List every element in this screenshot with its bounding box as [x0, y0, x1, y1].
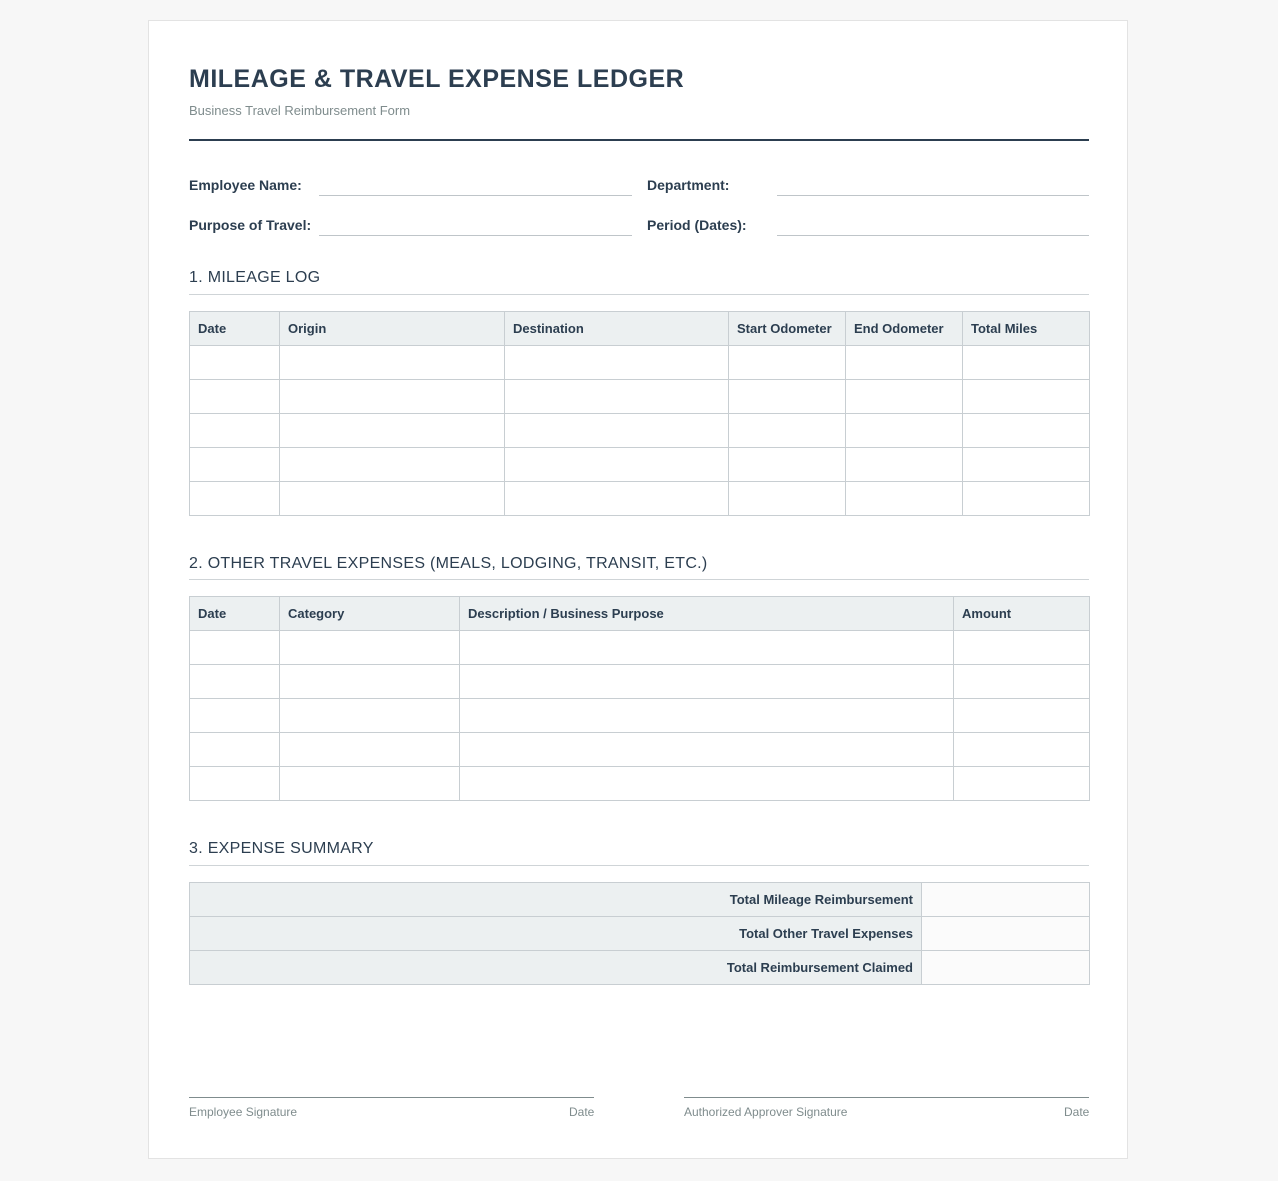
- summary-row-other: [190, 917, 1090, 951]
- table-cell[interactable]: [729, 414, 846, 448]
- employee-signature-label: Employee Signature: [189, 1105, 298, 1119]
- summary-table: [189, 882, 1090, 985]
- table-cell[interactable]: [963, 448, 1090, 482]
- table-cell[interactable]: [190, 380, 280, 414]
- table-row: [190, 346, 1090, 380]
- summary-value-field[interactable]: [922, 883, 1090, 917]
- summary-value-field[interactable]: [922, 951, 1090, 985]
- expenses-section-rule: [189, 579, 1089, 580]
- table-cell[interactable]: [190, 665, 280, 699]
- table-cell[interactable]: [280, 482, 505, 516]
- summary-section-rule: [189, 865, 1089, 866]
- table-cell[interactable]: [280, 631, 460, 665]
- table-cell[interactable]: [963, 346, 1090, 380]
- table-row: [190, 665, 1090, 699]
- table-cell[interactable]: [954, 631, 1090, 665]
- table-cell[interactable]: [505, 414, 729, 448]
- table-cell[interactable]: [190, 631, 280, 665]
- summary-row-total: [190, 951, 1090, 985]
- table-cell[interactable]: [280, 767, 460, 801]
- table-cell[interactable]: [190, 346, 280, 380]
- expenses-section-title: 2. OTHER TRAVEL EXPENSES (MEALS, LODGING, TRANSIT, ETC.): [189, 555, 708, 572]
- mileage-col-total-miles: Total Miles: [963, 312, 1090, 346]
- table-cell[interactable]: [280, 346, 505, 380]
- table-cell[interactable]: [729, 346, 846, 380]
- table-cell[interactable]: [846, 448, 963, 482]
- summary-row-mileage: [190, 883, 1090, 917]
- table-cell[interactable]: [846, 482, 963, 516]
- approver-signature-date-label: Date: [1064, 1105, 1090, 1119]
- table-cell[interactable]: [460, 767, 954, 801]
- approver-signature-line[interactable]: [684, 1097, 1089, 1098]
- table-cell[interactable]: [729, 482, 846, 516]
- summary-label: Total Mileage Reimbursement: [190, 883, 922, 917]
- approver-signature-label: Authorized Approver Signature: [684, 1105, 848, 1119]
- table-cell[interactable]: [505, 380, 729, 414]
- period-field[interactable]: [777, 235, 1089, 236]
- table-row: [190, 482, 1090, 516]
- mileage-col-start-odometer: Start Odometer: [729, 312, 846, 346]
- table-row: [190, 380, 1090, 414]
- title-divider: [189, 139, 1089, 141]
- expenses-col-description: Description / Business Purpose: [460, 597, 954, 631]
- table-cell[interactable]: [190, 733, 280, 767]
- table-row: [190, 767, 1090, 801]
- table-cell[interactable]: [190, 414, 280, 448]
- mileage-col-destination: Destination: [505, 312, 729, 346]
- purpose-field[interactable]: [319, 235, 632, 236]
- table-cell[interactable]: [190, 482, 280, 516]
- expenses-table: [189, 596, 1090, 801]
- expenses-col-amount: Amount: [954, 597, 1090, 631]
- table-cell[interactable]: [954, 699, 1090, 733]
- table-cell[interactable]: [190, 767, 280, 801]
- expenses-col-category: Category: [280, 597, 460, 631]
- expenses-col-date: Date: [190, 597, 280, 631]
- table-cell[interactable]: [280, 665, 460, 699]
- table-cell[interactable]: [729, 380, 846, 414]
- table-cell[interactable]: [280, 380, 505, 414]
- mileage-table: [189, 311, 1090, 516]
- table-row: [190, 448, 1090, 482]
- mileage-section-rule: [189, 294, 1089, 295]
- table-cell[interactable]: [280, 733, 460, 767]
- employee-name-label: Employee Name:: [189, 177, 302, 193]
- table-cell[interactable]: [460, 631, 954, 665]
- table-cell[interactable]: [846, 414, 963, 448]
- mileage-section-title: 1. MILEAGE LOG: [189, 269, 321, 286]
- table-cell[interactable]: [460, 699, 954, 733]
- form-page: [148, 20, 1128, 1159]
- table-cell[interactable]: [280, 414, 505, 448]
- table-row: [190, 733, 1090, 767]
- table-cell[interactable]: [280, 448, 505, 482]
- table-row: [190, 699, 1090, 733]
- employee-signature-date-label: Date: [569, 1105, 595, 1119]
- period-label: Period (Dates):: [647, 217, 747, 233]
- employee-signature-line[interactable]: [189, 1097, 594, 1098]
- table-cell[interactable]: [280, 699, 460, 733]
- table-cell[interactable]: [505, 346, 729, 380]
- table-cell[interactable]: [190, 448, 280, 482]
- table-row: [190, 414, 1090, 448]
- summary-label: Total Other Travel Expenses: [190, 917, 922, 951]
- form-subtitle: Business Travel Reimbursement Form: [189, 103, 411, 118]
- table-cell[interactable]: [460, 733, 954, 767]
- table-cell[interactable]: [190, 699, 280, 733]
- mileage-col-date: Date: [190, 312, 280, 346]
- table-cell[interactable]: [729, 448, 846, 482]
- summary-value-field[interactable]: [922, 917, 1090, 951]
- mileage-col-end-odometer: End Odometer: [846, 312, 963, 346]
- table-cell[interactable]: [963, 414, 1090, 448]
- mileage-header-row: [190, 312, 1090, 346]
- summary-section-title: 3. EXPENSE SUMMARY: [189, 840, 374, 857]
- purpose-label: Purpose of Travel:: [189, 217, 312, 233]
- table-cell[interactable]: [505, 482, 729, 516]
- summary-label: Total Reimbursement Claimed: [190, 951, 922, 985]
- table-cell[interactable]: [460, 665, 954, 699]
- table-cell[interactable]: [505, 448, 729, 482]
- table-cell[interactable]: [846, 380, 963, 414]
- table-cell[interactable]: [954, 733, 1090, 767]
- table-cell[interactable]: [963, 482, 1090, 516]
- mileage-col-origin: Origin: [280, 312, 505, 346]
- department-field[interactable]: [777, 195, 1089, 196]
- table-row: [190, 631, 1090, 665]
- table-cell[interactable]: [954, 665, 1090, 699]
- employee-name-field[interactable]: [319, 195, 632, 196]
- table-cell[interactable]: [846, 346, 963, 380]
- expenses-header-row: [190, 597, 1090, 631]
- table-cell[interactable]: [954, 767, 1090, 801]
- table-cell[interactable]: [963, 380, 1090, 414]
- department-label: Department:: [647, 177, 730, 193]
- form-title: MILEAGE & TRAVEL EXPENSE LEDGER: [189, 65, 685, 93]
